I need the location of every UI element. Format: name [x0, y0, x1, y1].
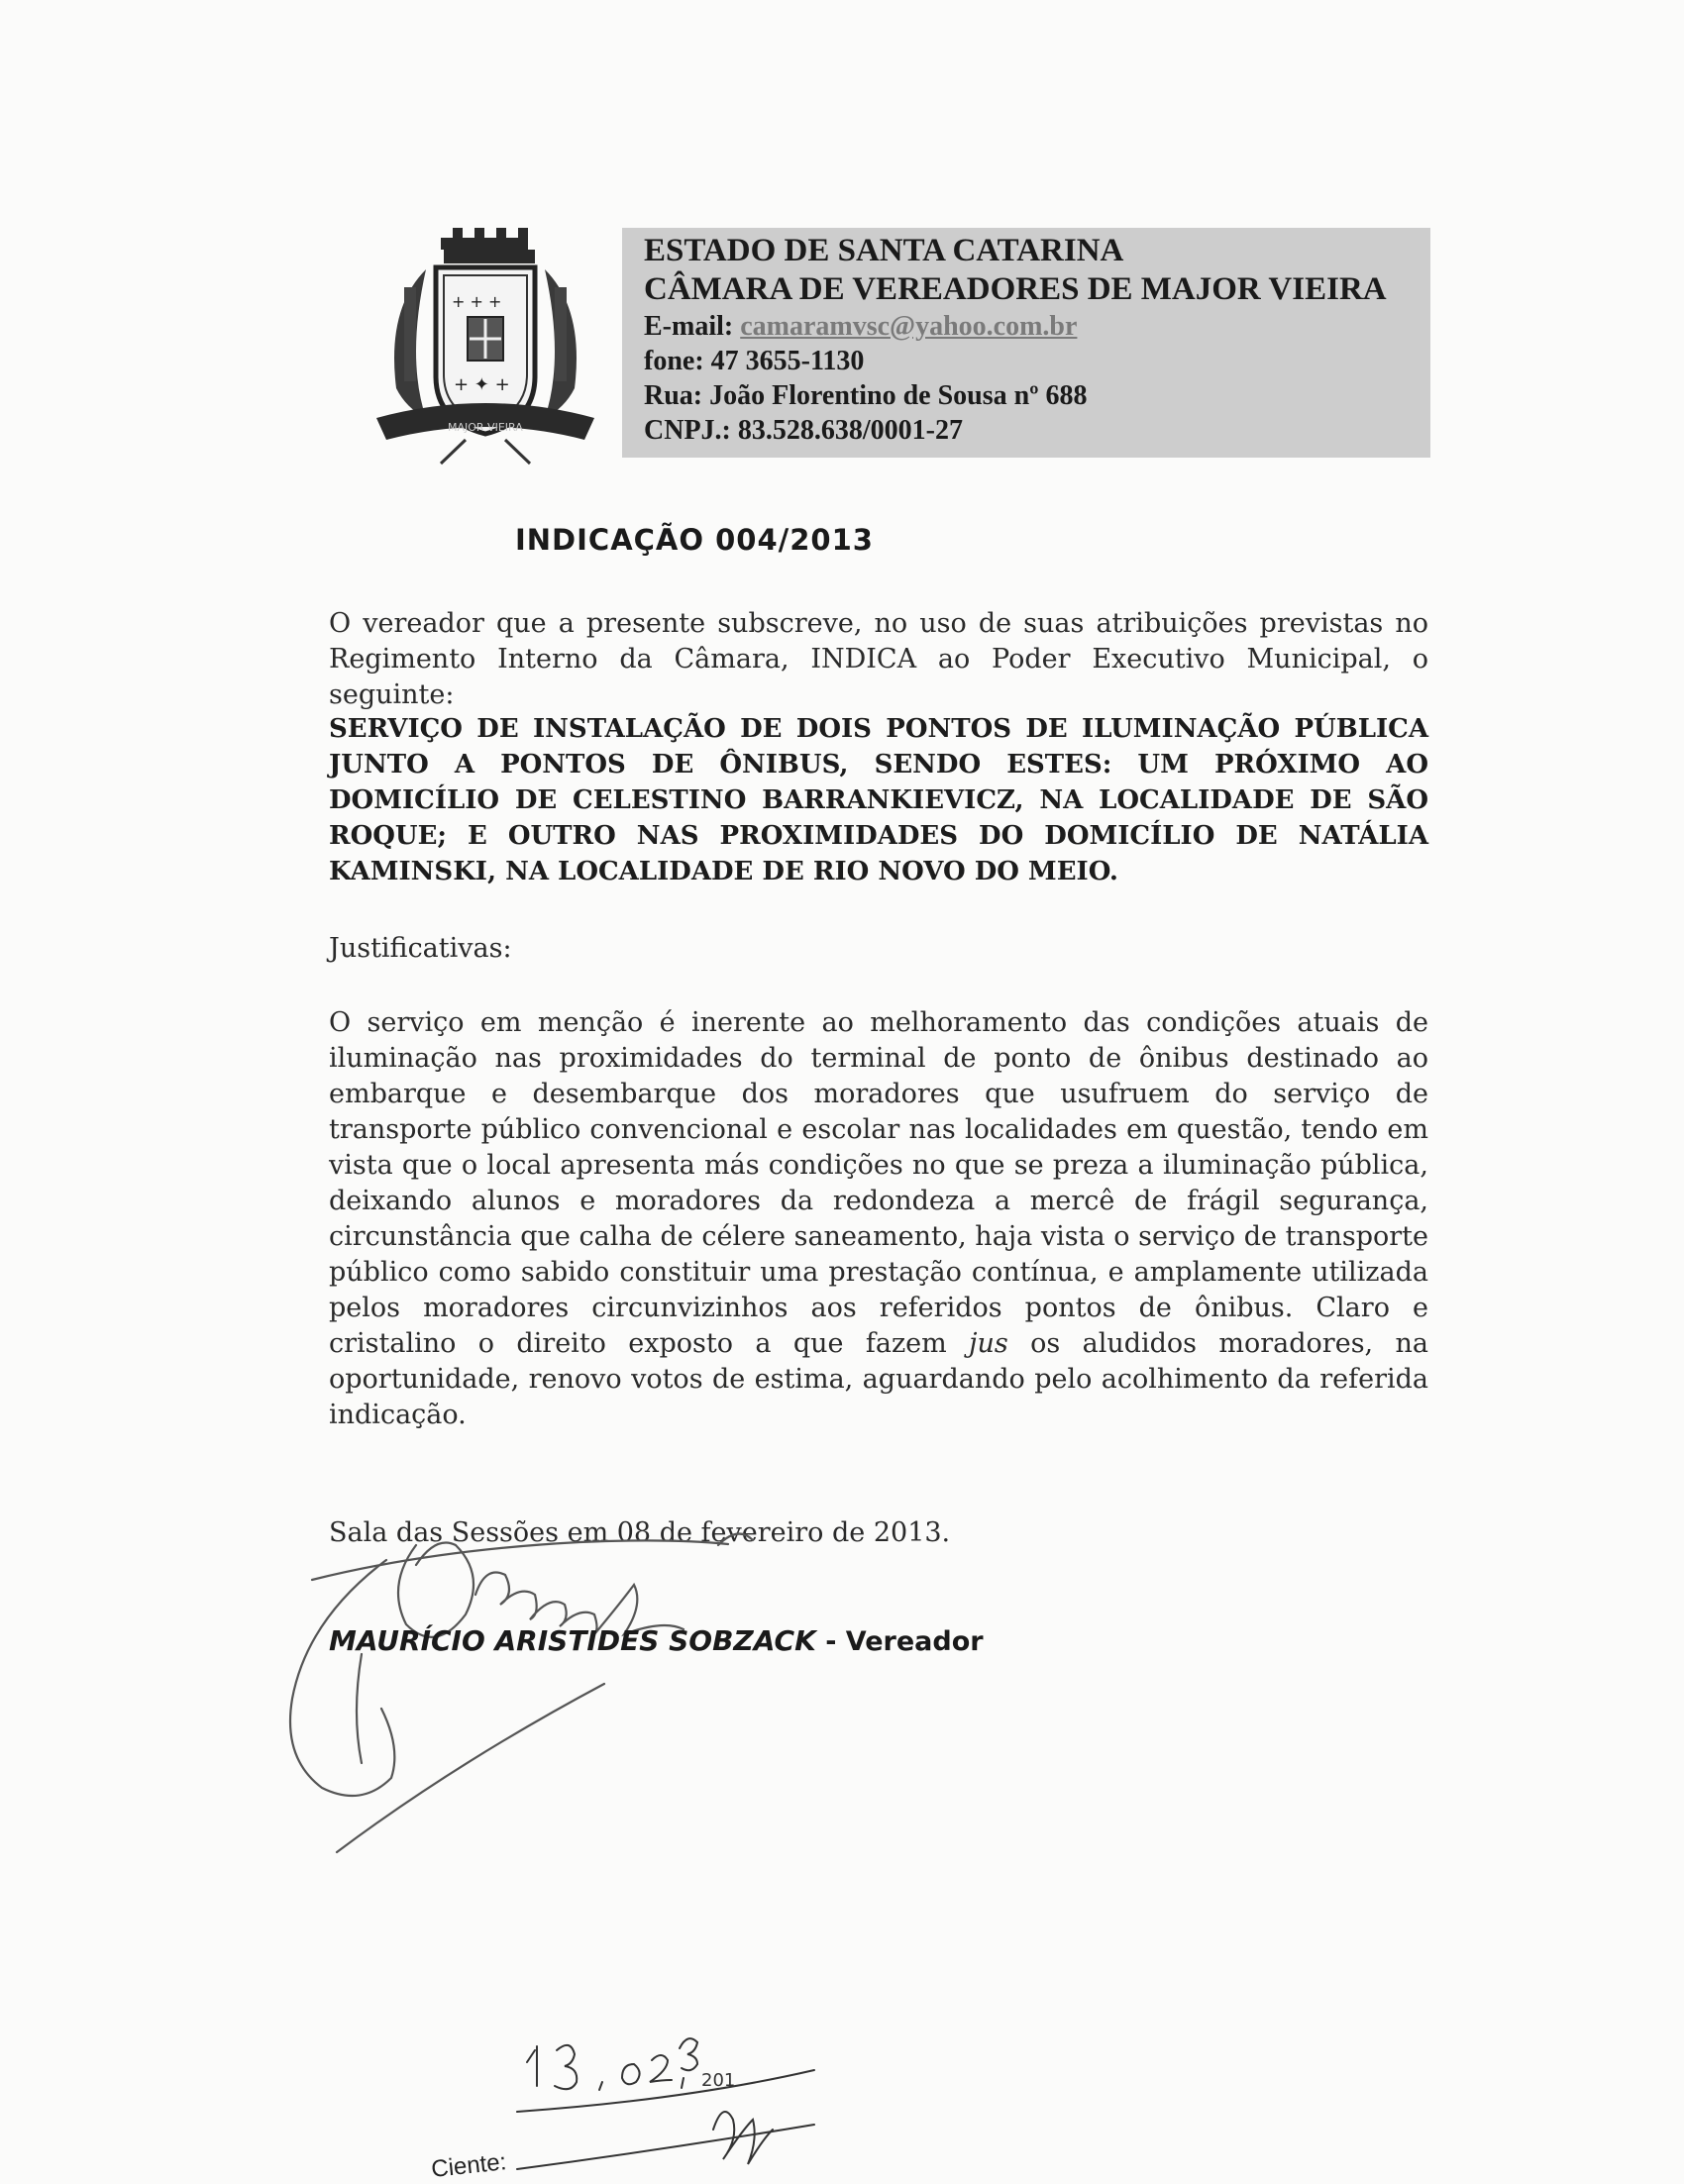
justification-paragraph	[329, 1005, 1428, 1433]
svg-text:MAJOR VIEIRA: MAJOR VIEIRA	[448, 421, 523, 434]
session-date-line: Sala das Sessões em 08 de fevereiro de 2013.	[329, 1517, 951, 1548]
justification-text-1: O serviço em menção é inerente ao melhoramento das condições atuais de iluminação nas proximidades do terminal de ponto de ônibus destinado ao embarque e desembarque dos moradores que usufruem do serviço de transporte público convencional e escolar nas localidades em questão, tendo em vista que o local apresenta más condições no que se preza a iluminação pública, deixando alunos e moradores da redondeza a mercê de frágil segurança, circunstância que calha de célere saneamento, haja vista o serviço de transporte público como sabido constituir uma prestação contínua, e amplamente utilizada pelos moradores circunvizinhos aos referidos pontos de ônibus. Claro e cristalino o direito exposto a que fazem	[329, 1007, 1428, 1359]
author-name: MAURÍCIO ARISTIDES SOBZACK	[329, 1624, 816, 1657]
svg-text:+ + +: + + +	[452, 292, 502, 311]
document-title: INDICAÇÃO 004/2013	[515, 523, 874, 557]
municipal-crest-icon	[357, 220, 614, 468]
phone-line: fone: 47 3655-1130	[644, 346, 865, 376]
email-link[interactable]: camaramvsc@yahoo.com.br	[740, 311, 1078, 342]
ciente-label: Ciente:	[430, 2148, 508, 2184]
justification-italic: jus	[969, 1328, 1008, 1359]
justification-label: Justificativas:	[329, 933, 512, 964]
camara-name: CÂMARA DE VEREADORES DE MAJOR VIEIRA	[644, 271, 1387, 307]
intro-paragraph: O vereador que a presente subscreve, no uso de suas atribuições previstas no Regimento Interno da Câmara, INDICA ao Poder Executivo Municipal, o seguinte:	[329, 608, 1428, 710]
state-name: ESTADO DE SANTA CATARINA	[644, 233, 1124, 268]
email-label: E-mail:	[644, 311, 734, 342]
address-line: Rua: João Florentino de Sousa nº 688	[644, 380, 1088, 411]
cnpj-line: CNPJ.: 83.528.638/0001-27	[644, 415, 963, 446]
ciente-handwritten-date-icon	[505, 2021, 822, 2179]
author-line	[329, 1624, 984, 1657]
svg-text:+ ✦ +: + ✦ +	[454, 374, 510, 395]
justification-text-2: os aludidos moradores, na oportunidade, renovo votos de estima, aguardando pelo acolhimento da referida indicação.	[329, 1328, 1428, 1430]
service-request-paragraph: SERVIÇO DE INSTALAÇÃO DE DOIS PONTOS DE ILUMINAÇÃO PÚBLICA JUNTO A PONTOS DE ÔNIBUS, SENDO ESTES: UM PRÓXIMO AO DOMICÍLIO DE CELESTINO BARRANKIEVICZ, NA LOCALIDADE DE SÃO ROQUE; E OUTRO NAS PROXIMIDADES DO DOMICÍLIO DE NATÁLIA KAMINSKI, NA LOCALIDADE DE RIO NOVO DO MEIO.	[329, 714, 1428, 886]
author-role: - Vereador	[815, 1626, 984, 1657]
letterhead-box	[622, 228, 1430, 458]
svg-text:201: 201	[701, 2070, 736, 2091]
email-line	[644, 309, 1430, 344]
